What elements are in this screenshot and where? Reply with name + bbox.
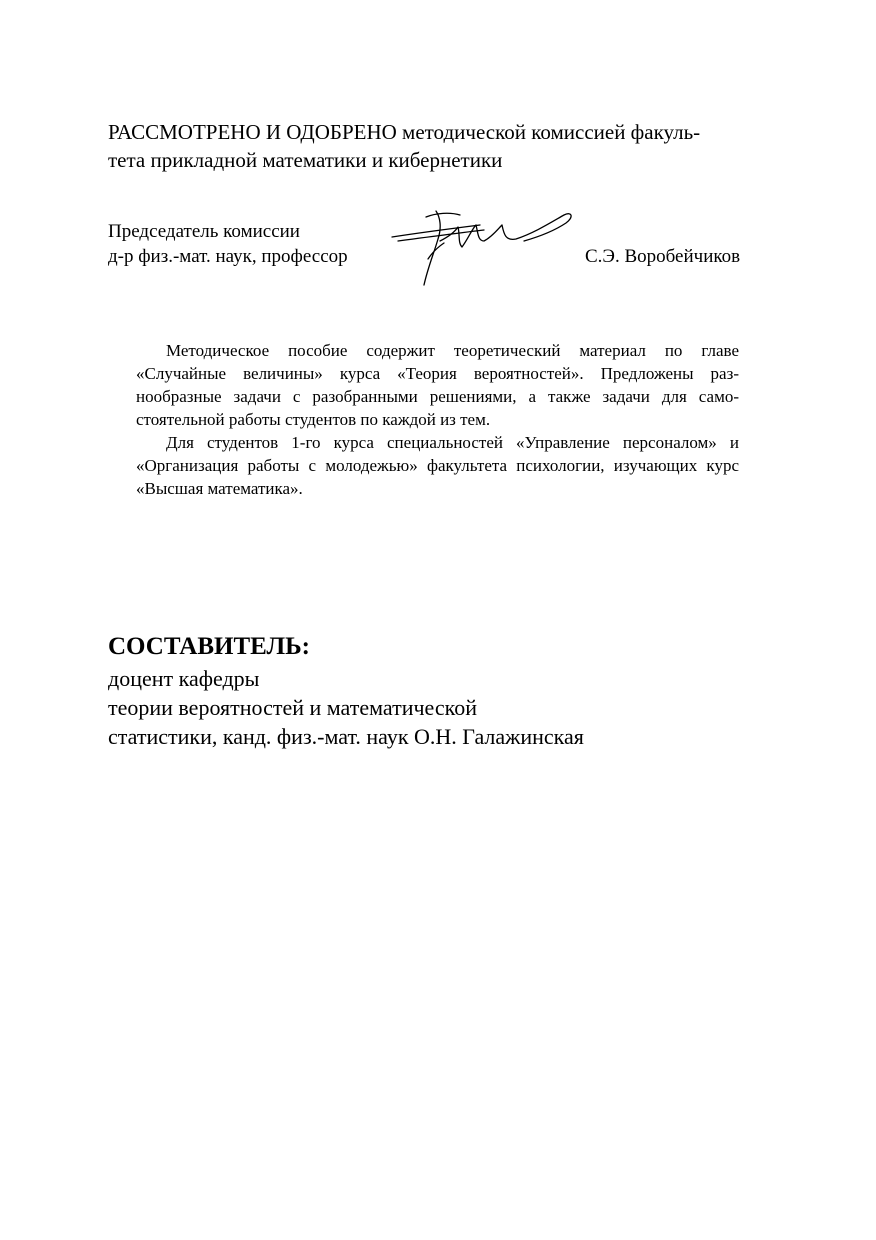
compiler-heading: СОСТАВИТЕЛЬ: — [108, 633, 310, 660]
approval-line-2: тета прикладной математики и кибернетики — [108, 148, 503, 172]
abstract-paragraph-1: Методическое пособие содержит теоретический материал по главе «Случайные величины» курса «Теория вероятностей». Предложены разнообразные задачи с разобранными решениями, а также задачи для самостоятельной работы студентов по каждой из тем. — [136, 341, 739, 429]
abstract — [136, 339, 739, 500]
compiler-line-1: доцент кафедры — [108, 666, 260, 691]
compiler-line-3: статистики, канд. физ.-мат. наук О.Н. Галажинская — [108, 724, 584, 749]
signature-block — [108, 219, 768, 299]
handwritten-signature — [388, 207, 578, 287]
signatory-degree: д-р физ.-мат. наук, профессор — [108, 246, 348, 267]
abstract-paragraph-2: Для студентов 1-го курса специальностей «Управление персоналом» и «Организация работы с молодежью» факультета психологии, изучающих курс «Высшая математика». — [136, 433, 739, 498]
signatory-title: Председатель комиссии — [108, 221, 300, 242]
signatory-name: С.Э. Воробейчиков — [585, 246, 741, 267]
compiler-line-2: теории вероятностей и математической — [108, 695, 477, 720]
approval-statement — [108, 118, 768, 174]
approval-line-1: РАССМОТРЕНО И ОДОБРЕНО методической комиссией факуль- — [108, 120, 701, 144]
compiler-section — [108, 630, 768, 751]
